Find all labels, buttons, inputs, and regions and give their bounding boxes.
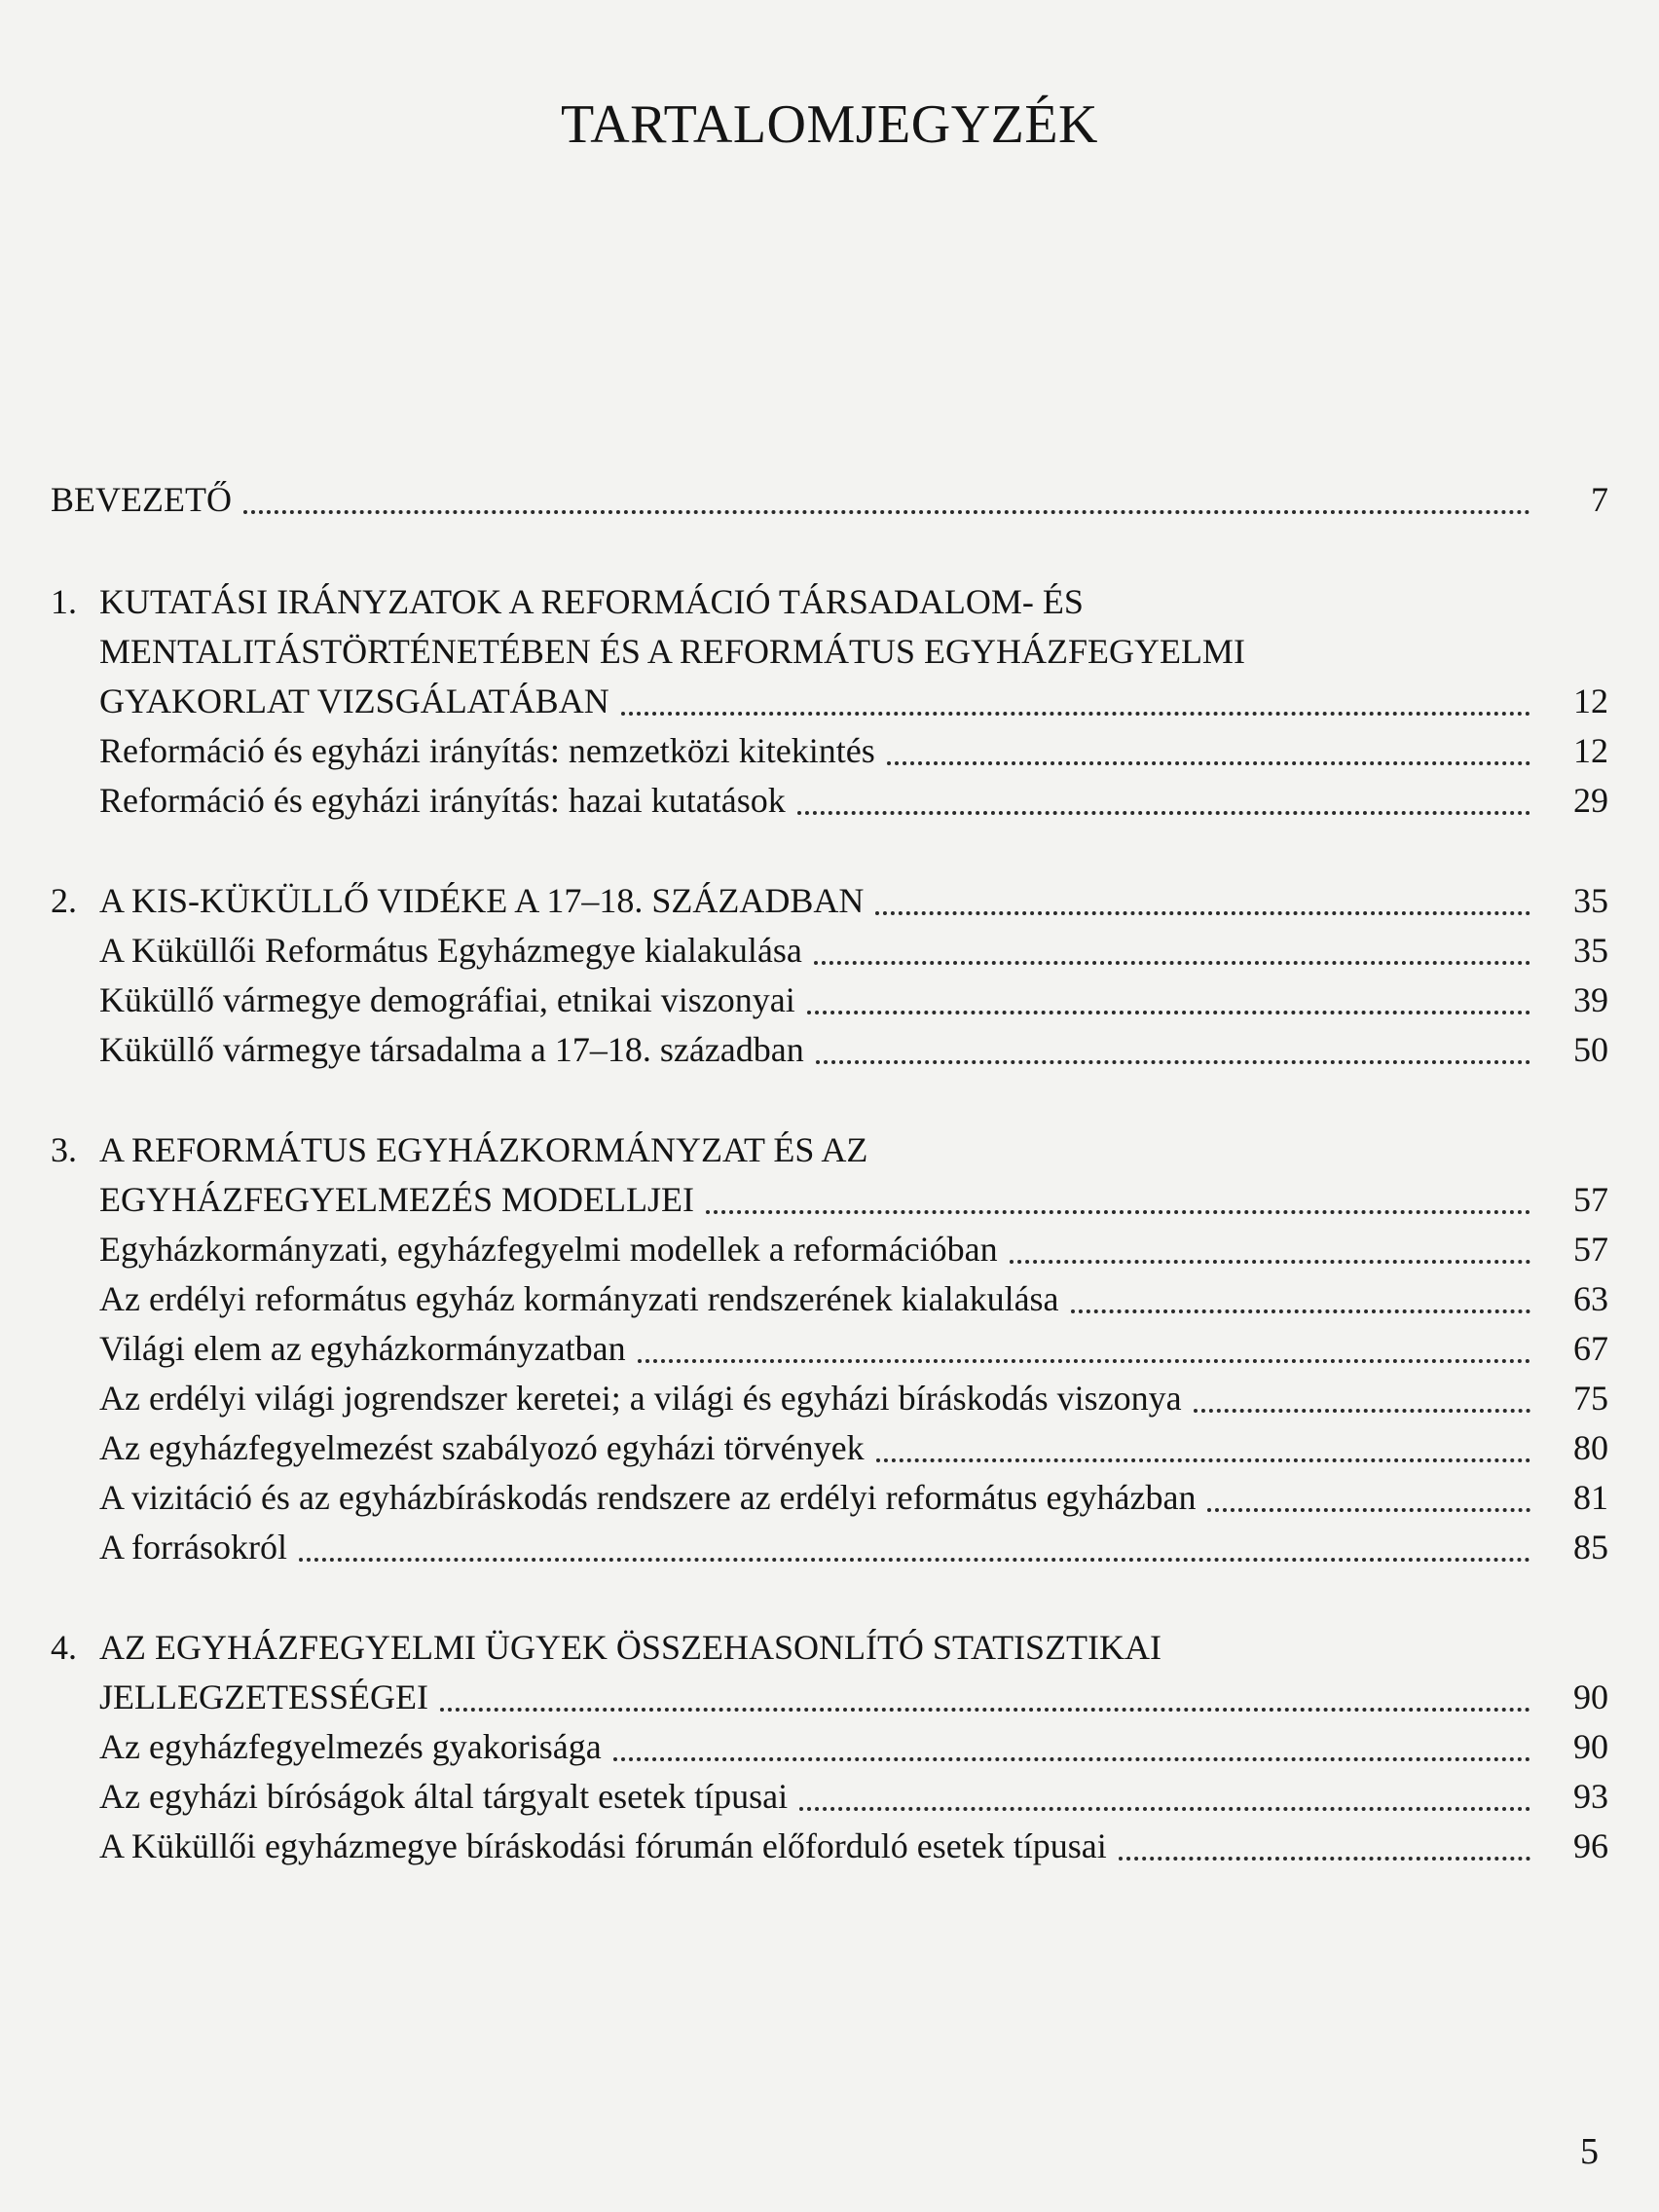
section-page: 57 — [1573, 1180, 1608, 1219]
toc-entry[interactable] — [99, 1225, 1608, 1274]
toc-entry[interactable] — [99, 1423, 1608, 1473]
toc-entry-label: A Küküllői Református Egyházmegye kialakulása — [99, 931, 802, 970]
dot-leader — [876, 1458, 1530, 1462]
toc-entry-label: Világi elem az egyházkormányzatban — [99, 1329, 626, 1368]
dot-leader — [1207, 1508, 1530, 1512]
toc-entry-label: BEVEZETŐ — [51, 480, 232, 519]
toc-line — [51, 1722, 1608, 1772]
toc-entry-page: 75 — [1573, 1379, 1608, 1418]
section-title-line: A KIS-KÜKÜLLŐ VIDÉKE A 17–18. SZÁZADBAN — [99, 881, 865, 920]
section-page: 90 — [1573, 1677, 1608, 1716]
toc-entry-page: 81 — [1573, 1478, 1608, 1517]
toc-line — [51, 876, 1608, 926]
section-title-entry[interactable] — [99, 677, 1608, 726]
toc-entry[interactable] — [99, 1274, 1608, 1324]
toc-line — [51, 1374, 1608, 1423]
toc-entry[interactable] — [99, 926, 1608, 976]
section-title-line: JELLEGZETESSÉGEI — [99, 1677, 428, 1716]
section-title-line: MENTALITÁSTÖRTÉNETÉBEN ÉS A REFORMÁTUS EGYHÁZFEGYELMI — [99, 632, 1245, 671]
table-of-contents — [51, 475, 1608, 1871]
dot-leader — [887, 761, 1530, 765]
section-title-entry[interactable] — [99, 1673, 1608, 1722]
page-number: 5 — [1580, 2131, 1599, 2172]
toc-entry[interactable] — [99, 776, 1608, 826]
toc-entry[interactable] — [99, 726, 1608, 776]
section-number: 3. — [51, 1130, 77, 1169]
toc-entry-page: 93 — [1573, 1777, 1608, 1816]
section-spacer — [51, 1572, 1608, 1623]
toc-section — [51, 876, 1608, 1075]
section-spacer — [51, 525, 1608, 577]
toc-entry-page: 29 — [1573, 781, 1608, 820]
toc-entry[interactable] — [99, 1473, 1608, 1523]
dot-leader — [799, 1807, 1530, 1811]
toc-section — [51, 1125, 1608, 1572]
toc-line — [51, 726, 1608, 776]
dot-leader — [1119, 1857, 1530, 1861]
toc-entry-label: Az erdélyi református egyház kormányzati rendszerének kialakulása — [99, 1279, 1059, 1318]
dot-leader — [1010, 1260, 1530, 1264]
toc-line — [51, 475, 1608, 525]
toc-entry-page: 35 — [1573, 931, 1608, 970]
toc-entry[interactable] — [99, 1025, 1608, 1075]
toc-line — [51, 976, 1608, 1025]
toc-line — [51, 1473, 1608, 1523]
toc-entry[interactable] — [51, 475, 1608, 525]
toc-line — [51, 1423, 1608, 1473]
toc-line — [51, 1523, 1608, 1572]
toc-line — [51, 1623, 1608, 1673]
section-page: 35 — [1573, 881, 1608, 920]
dot-leader — [816, 1060, 1530, 1064]
section-title-line: AZ EGYHÁZFEGYELMI ÜGYEK ÖSSZEHASONLÍTÓ STATISZTIKAI — [99, 1628, 1162, 1667]
section-title-line: A REFORMÁTUS EGYHÁZKORMÁNYZAT ÉS AZ — [99, 1130, 868, 1169]
toc-line — [51, 1274, 1608, 1324]
toc-entry-label: Reformáció és egyházi irányítás: hazai kutatások — [99, 781, 786, 820]
section-number: 4. — [51, 1628, 77, 1667]
dot-leader — [1194, 1409, 1530, 1413]
dot-leader — [807, 1011, 1530, 1014]
toc-line — [51, 1822, 1608, 1871]
toc-line — [51, 776, 1608, 826]
toc-entry-label: Az egyházi bíróságok által tárgyalt esetek típusai — [99, 1777, 789, 1816]
toc-entry-page: 63 — [1573, 1279, 1608, 1318]
toc-line — [51, 1025, 1608, 1075]
toc-entry[interactable] — [99, 1523, 1608, 1572]
toc-entry-label: A vizitáció és az egyházbíráskodás rendszere az erdélyi református egyházban — [99, 1478, 1197, 1517]
toc-entry-page: 7 — [1591, 480, 1608, 519]
toc-entry-label: A forrásokról — [99, 1528, 287, 1567]
toc-entry[interactable] — [99, 976, 1608, 1025]
dot-leader — [299, 1558, 1530, 1562]
toc-entry-page: 96 — [1573, 1826, 1608, 1865]
dot-leader — [1071, 1309, 1530, 1313]
section-spacer — [51, 1075, 1608, 1125]
dot-leader — [621, 712, 1530, 716]
toc-line — [51, 926, 1608, 976]
toc-intro — [51, 475, 1608, 525]
toc-entry-page: 39 — [1573, 980, 1608, 1019]
toc-entry-label: Egyházkormányzati, egyházfegyelmi modellek a reformációban — [99, 1230, 998, 1269]
watermark-logo — [0, 2183, 415, 2212]
dot-leader — [875, 911, 1530, 915]
section-number: 2. — [51, 881, 77, 920]
toc-line — [51, 1175, 1608, 1225]
section-title-line: KUTATÁSI IRÁNYZATOK A REFORMÁCIÓ TÁRSADALOM- ÉS — [99, 582, 1084, 621]
page-title: TARTALOMJEGYZÉK — [561, 94, 1098, 155]
toc-entry-label: Küküllő vármegye társadalma a 17–18. században — [99, 1030, 804, 1069]
toc-entry-page: 85 — [1573, 1528, 1608, 1567]
section-title-entry[interactable] — [99, 1175, 1608, 1225]
toc-line — [51, 577, 1608, 627]
toc-entry-label: Reformáció és egyházi irányítás: nemzetközi kitekintés — [99, 731, 875, 770]
toc-entry-label: Küküllő vármegye demográfiai, etnikai viszonyai — [99, 980, 795, 1019]
toc-section — [51, 577, 1608, 826]
toc-entry-page: 57 — [1573, 1230, 1608, 1269]
dot-leader — [706, 1210, 1530, 1214]
toc-entry[interactable] — [99, 1324, 1608, 1374]
toc-entry-label: A Küküllői egyházmegye bíráskodási fórumán előforduló esetek típusai — [99, 1826, 1107, 1865]
toc-section — [51, 1623, 1608, 1871]
section-title-entry[interactable] — [99, 876, 1608, 926]
section-page: 12 — [1573, 682, 1608, 720]
toc-entry[interactable] — [99, 1822, 1608, 1871]
toc-entry-label: Az egyházfegyelmezést szabályozó egyházi törvények — [99, 1428, 865, 1467]
dot-leader — [638, 1359, 1530, 1363]
dot-leader — [814, 961, 1530, 965]
toc-entry-page: 50 — [1573, 1030, 1608, 1069]
toc-entry[interactable] — [99, 1772, 1608, 1822]
dot-leader — [440, 1708, 1530, 1712]
toc-line — [51, 627, 1608, 677]
section-title-line: GYAKORLAT VIZSGÁLATÁBAN — [99, 682, 609, 720]
dot-leader — [797, 811, 1530, 815]
toc-entry-page: 80 — [1573, 1428, 1608, 1467]
toc-line — [51, 677, 1608, 726]
toc-entry-label: Az egyházfegyelmezés gyakorisága — [99, 1727, 602, 1766]
toc-line — [51, 1772, 1608, 1822]
section-number: 1. — [51, 582, 77, 621]
section-spacer — [51, 826, 1608, 876]
toc-entry[interactable] — [99, 1722, 1608, 1772]
toc-entry[interactable] — [99, 1374, 1608, 1423]
dot-leader — [613, 1757, 1530, 1761]
toc-entry-page: 90 — [1573, 1727, 1608, 1766]
toc-entry-page: 67 — [1573, 1329, 1608, 1368]
toc-line — [51, 1225, 1608, 1274]
toc-line — [51, 1324, 1608, 1374]
section-title-line: EGYHÁZFEGYELMEZÉS MODELLJEI — [99, 1180, 694, 1219]
toc-entry-label: Az erdélyi világi jogrendszer keretei; a világi és egyházi bíráskodás viszonya — [99, 1379, 1182, 1418]
toc-line — [51, 1125, 1608, 1175]
toc-entry-page: 12 — [1573, 731, 1608, 770]
toc-line — [51, 1673, 1608, 1722]
dot-leader — [243, 510, 1530, 514]
